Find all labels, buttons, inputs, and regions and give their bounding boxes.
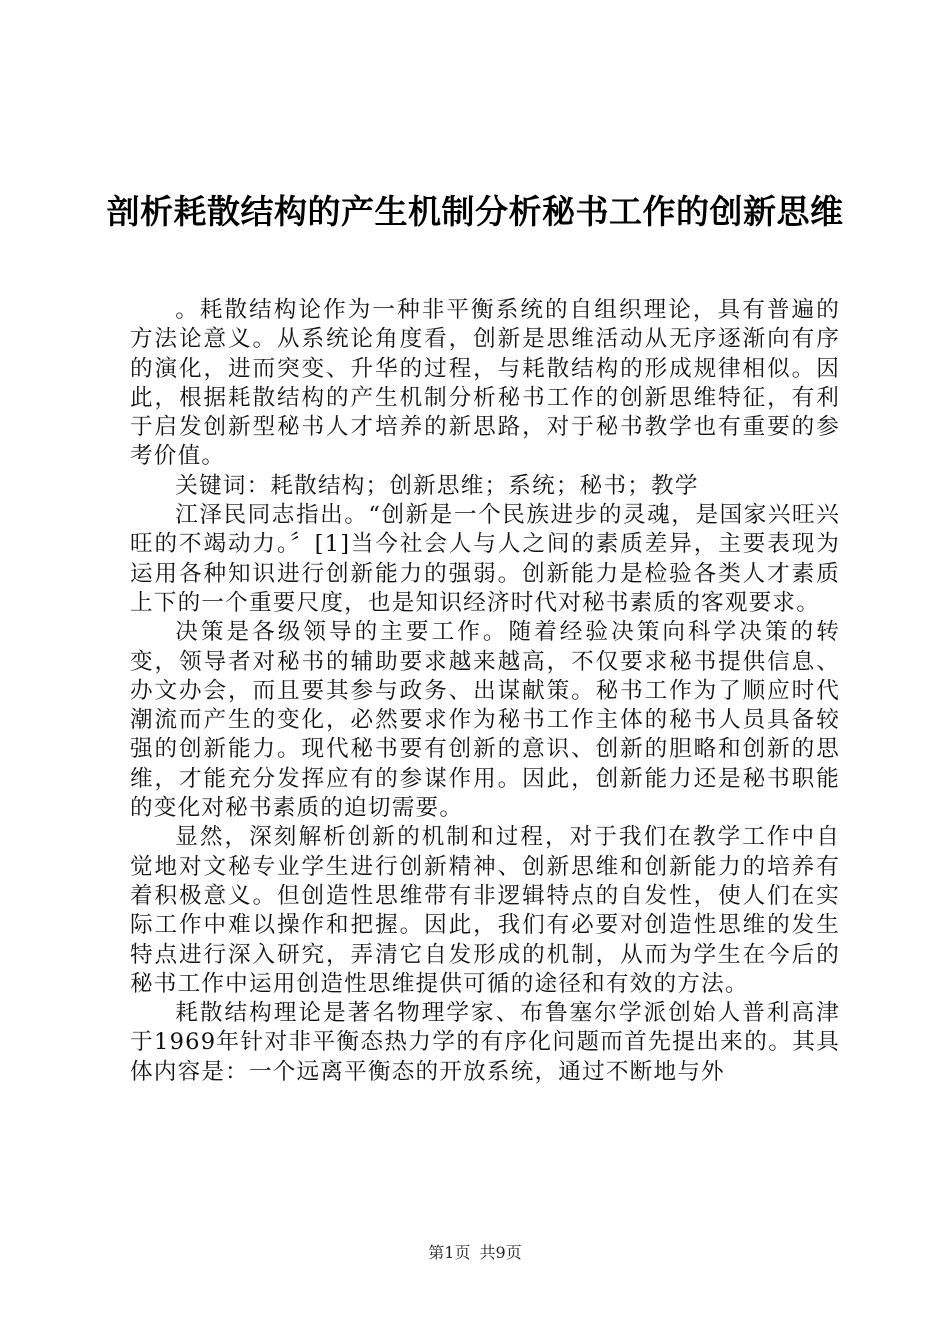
body-paragraph: 江泽民同志指出。“创新是一个民族进步的灵魂，是国家兴旺兴旺的不竭动力。〞[1]当今社会人与人之间的素质差异，主要表现为运用各种知识进行创新能力的强弱。创新能力是检验各类人才素质上下的一个重要尺度，也是知识经济时代对秘书素质的客观要求。 xyxy=(130,502,840,616)
body-paragraph: 决策是各级领导的主要工作。随着经验决策向科学决策的转变，领导者对秘书的辅助要求越来越高，不仅要求秘书提供信息、办文办会，而且要其参与政务、出谋献策。秘书工作为了顺应时代潮流而产生的变化，必然要求作为秘书工作主体的秘书人员具备较强的创新能力。现代秘书要有创新的意识、创新的胆略和创新的思维，才能充分发挥应有的参谋作用。因此，创新能力还是秘书职能的变化对秘书素质的迫切需要。 xyxy=(130,619,840,822)
page-footer xyxy=(0,1240,950,1263)
body-paragraph: 显然，深刻解析创新的机制和过程，对于我们在教学工作中自觉地对文秘专业学生进行创新精神、创新思维和创新能力的培养有着积极意义。但创造性思维带有非逻辑特点的自发性，使人们在实际工作中难以操作和把握。因此，我们有必要对创造性思维的发生特点进行深入研究，弄清它自发形成的机制，从而为学生在今后的秘书工作中运用创造性思维提供可循的途径和有效的方法。 xyxy=(130,824,840,997)
document-title: 剖析耗散结构的产生机制分析秘书工作的创新思维 xyxy=(106,192,844,231)
page-total: 共9页 xyxy=(479,1243,522,1262)
body-paragraph: 耗散结构理论是著名物理学家、布鲁塞尔学派创始人普利高津于1969年针对非平衡态热力学的有序化问题而首先提出来的。其具体内容是：一个远离平衡态的开放系统，通过不断地与外 xyxy=(130,1000,840,1085)
keywords-paragraph: 关键词：耗散结构；创新思维；系统；秘书；教学 xyxy=(175,472,699,499)
page-number: 第1页 xyxy=(428,1243,471,1262)
document-body xyxy=(130,296,840,1087)
abstract-paragraph: 。耗散结构论作为一种非平衡系统的自组织理论，具有普遍的方法论意义。从系统论角度看，创新是思维活动从无序逐渐向有序的演化，进而突变、升华的过程，与耗散结构的形成规律相似。因此，根据耗散结构的产生机制分析秘书工作的创新思维特征，有利于启发创新型秘书人才培养的新思路，对于秘书教学也有重要的参考价值。 xyxy=(130,297,840,470)
